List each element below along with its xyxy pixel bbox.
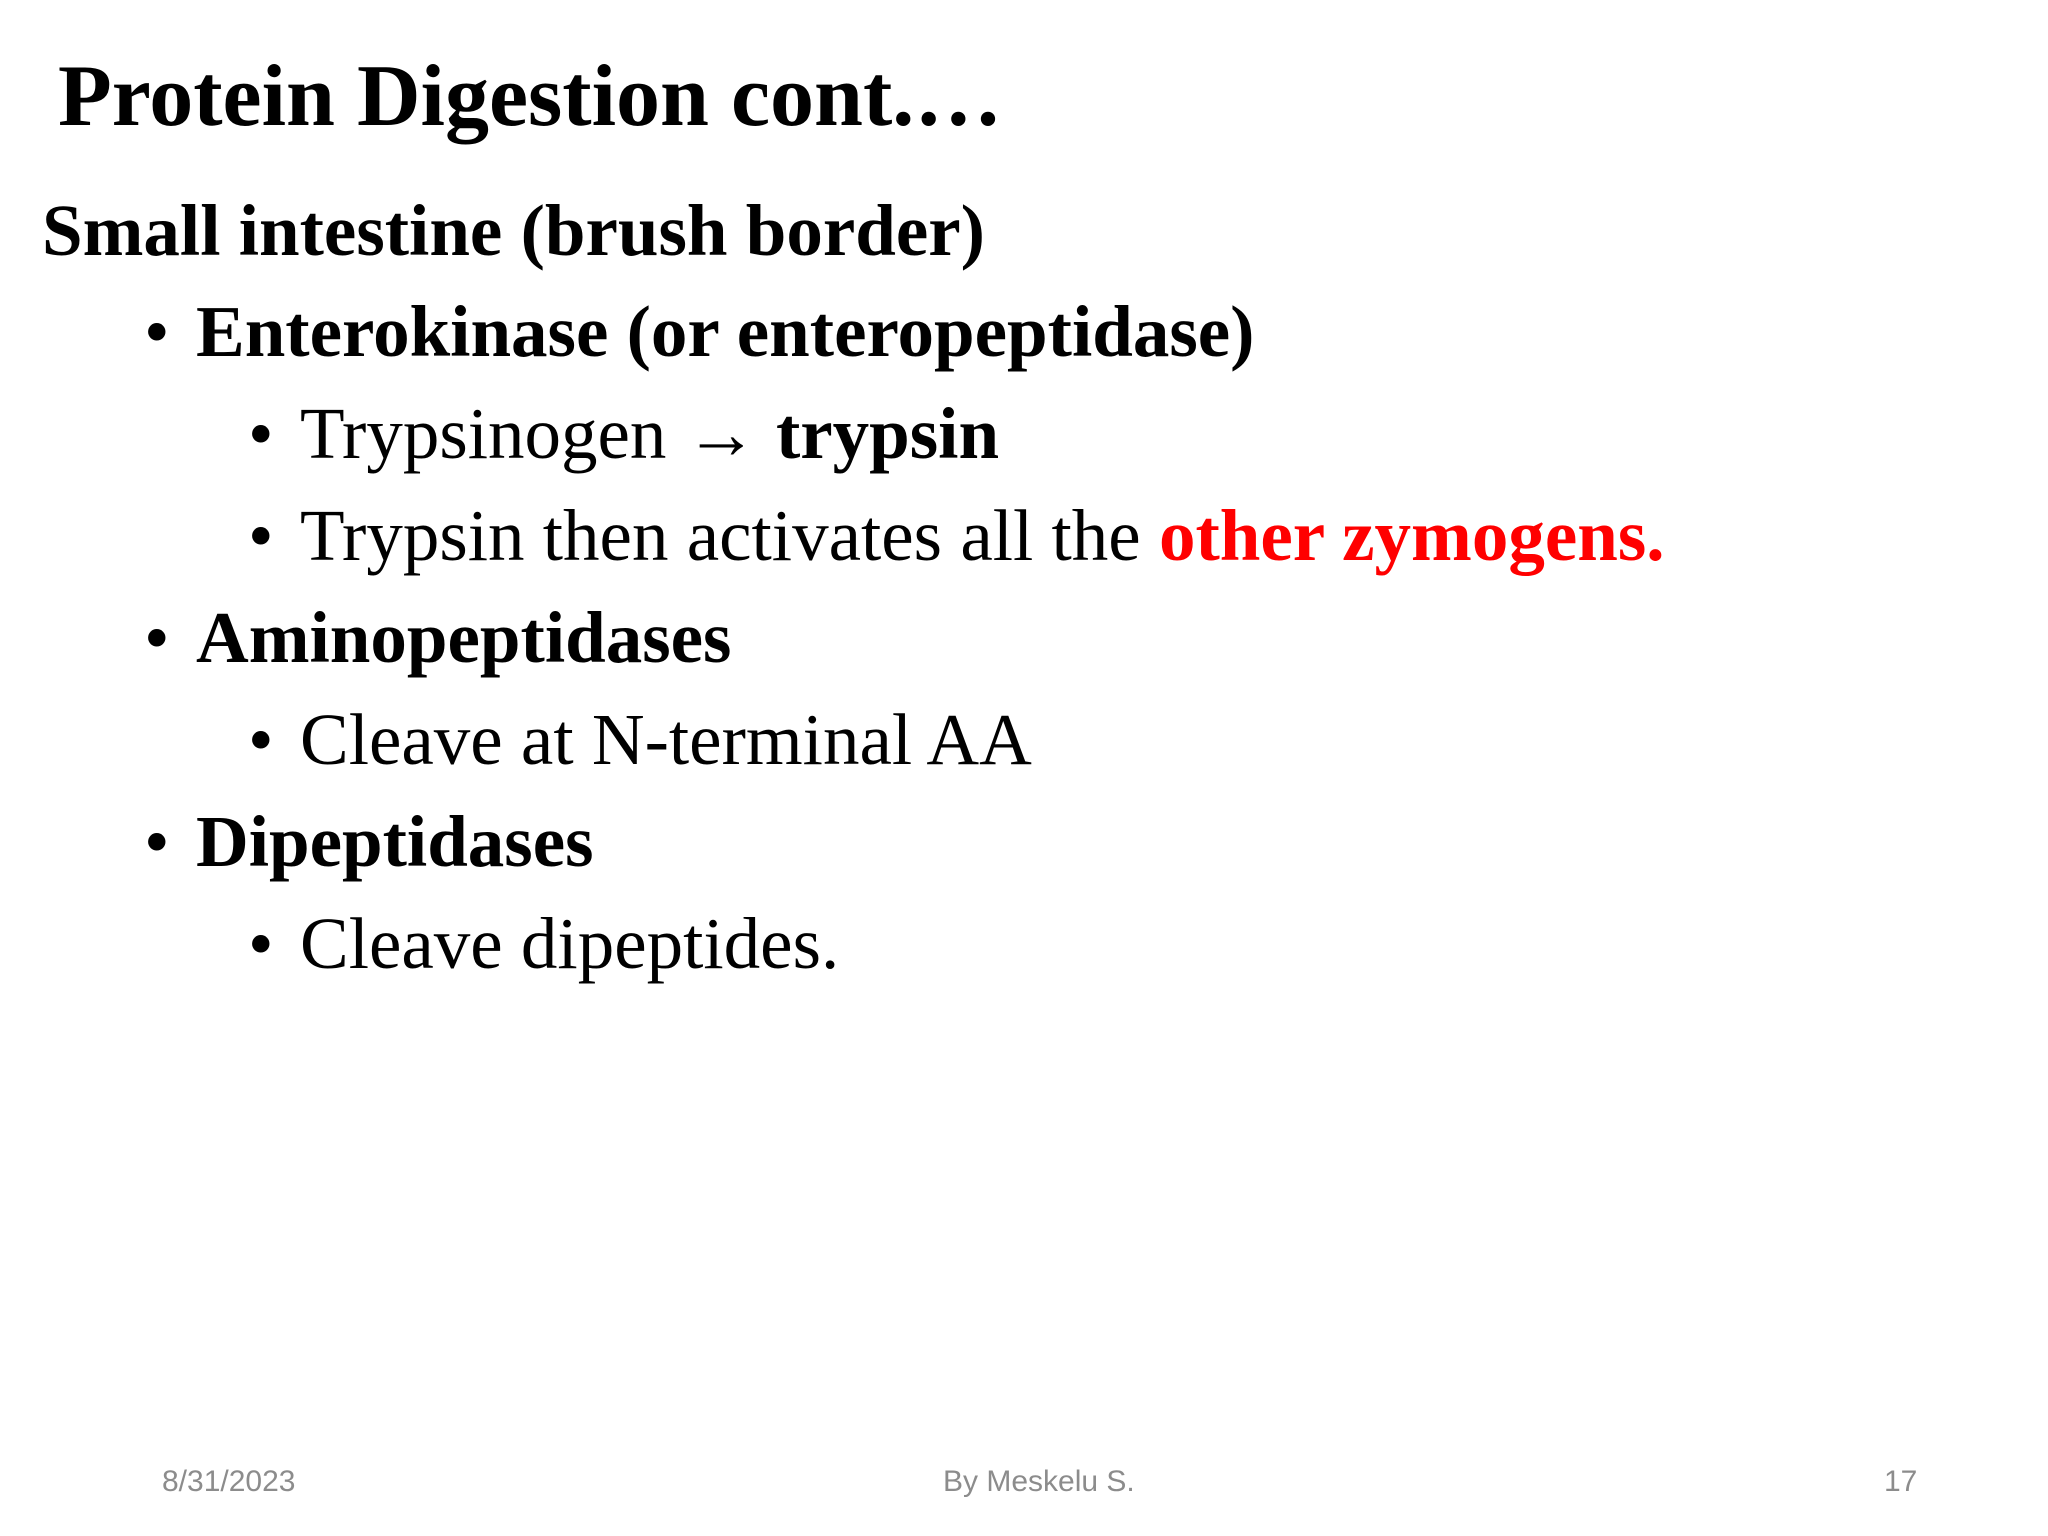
footer-date: 8/31/2023 [162,1465,296,1498]
bullet-icon: • [248,495,274,576]
bullet-item-enterokinase [144,282,1254,382]
slide-title: Protein Digestion cont.… [58,48,1003,145]
sub-bullet-dipeptides [248,894,839,994]
sub-item-emphasis: trypsin [775,393,1000,474]
sub-item-text: Cleave dipeptides. [300,903,840,984]
sub-item-text: Trypsin then activates all the [300,495,1159,576]
bullet-icon: • [248,903,274,984]
footer-author: By Meskelu S. [943,1465,1135,1498]
bullet-item-aminopeptidases [144,588,731,688]
bullet-item-dipeptidases [144,792,594,892]
bullet-icon: • [144,597,170,678]
sub-bullet-trypsinogen [248,384,999,484]
section-heading: Small intestine (brush border) [42,190,985,271]
arrow-right-icon: → [684,393,758,474]
item-label: Aminopeptidases [196,597,732,678]
item-label: Enterokinase (or enteropeptidase) [196,291,1255,372]
sub-bullet-n-terminal [248,690,1032,790]
footer-page-number: 17 [1884,1465,1918,1498]
bullet-icon: • [248,393,274,474]
sub-item-text: Trypsinogen [300,393,685,474]
sub-item-text: Cleave at N-terminal AA [300,699,1032,780]
item-label: Dipeptidases [196,801,594,882]
bullet-icon: • [144,801,170,882]
bullet-icon: • [144,291,170,372]
sub-item-highlight: other zymogens. [1158,495,1665,576]
bullet-icon: • [248,699,274,780]
sub-bullet-trypsin-activates [248,486,1664,586]
sub-item-space [758,393,776,474]
